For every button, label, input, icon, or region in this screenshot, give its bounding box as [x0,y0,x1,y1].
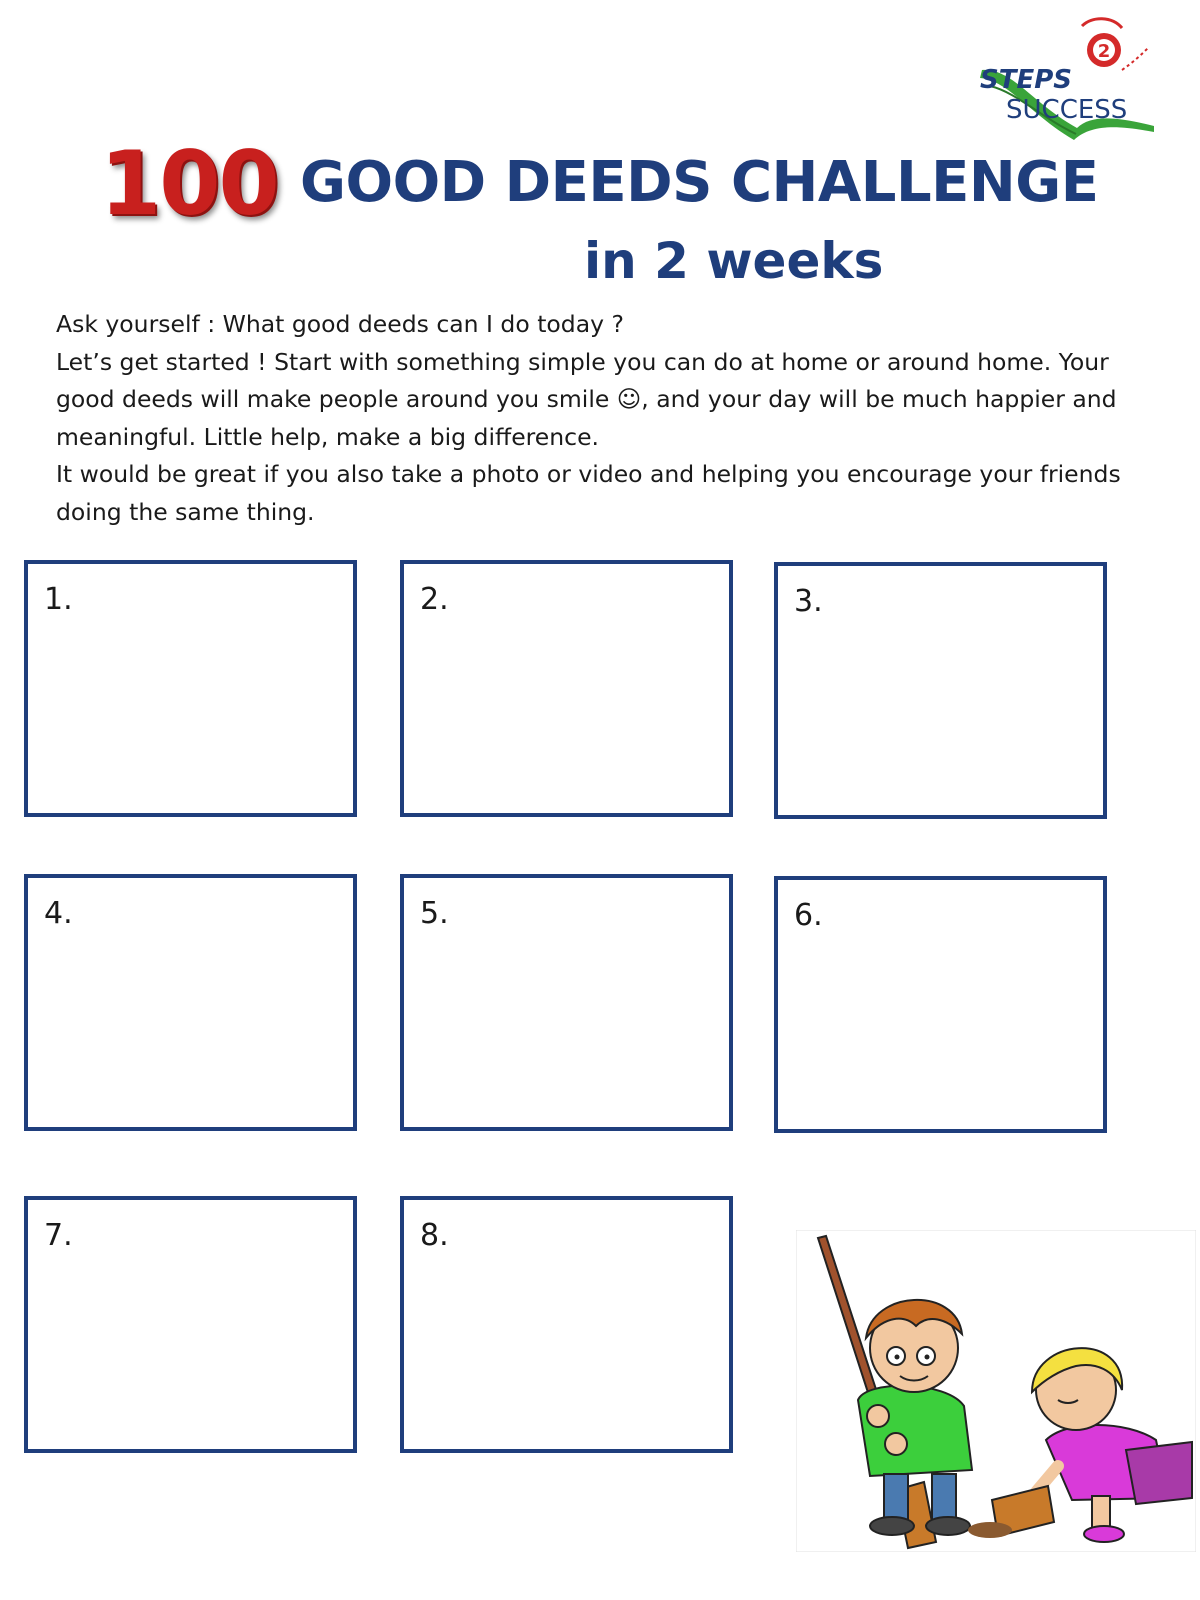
deed-box-number: 5. [420,896,449,931]
intro-encouragement: It would be great if you also take a photo or video and helping you encourage your friends doing the same thing. [56,460,1121,526]
intro-question: Ask yourself : What good deeds can I do today ? [56,310,624,338]
kids-sweeping-illustration [796,1230,1196,1552]
deed-box-number: 8. [420,1218,449,1253]
deed-box-number: 3. [794,584,823,619]
deed-box-number: 2. [420,582,449,617]
deed-box-6[interactable] [774,876,1107,1133]
deed-box-7[interactable] [24,1196,357,1453]
deed-box-number: 6. [794,898,823,933]
intro-text [56,306,1136,531]
deed-box-5[interactable] [400,874,733,1131]
title-number: 100 [100,132,278,235]
deed-box-2[interactable] [400,560,733,817]
page-subtitle: in 2 weeks [584,232,884,290]
deed-box-3[interactable] [774,562,1107,819]
logo-line1: STEPS [980,65,1073,95]
deed-box-4[interactable] [24,874,357,1131]
intro-paragraph: Let’s get started ! Start with something simple you can do at home or around home. Your good deeds will make people around you smile ☺, and your day will be much happier and meaningful. Little help, make a big difference. [56,347,1117,451]
deed-box-1[interactable] [24,560,357,817]
deed-box-number: 7. [44,1218,73,1253]
deed-box-number: 1. [44,582,73,617]
deed-box-8[interactable] [400,1196,733,1453]
logo-badge: 2 [1097,41,1111,62]
deed-box-number: 4. [44,896,73,931]
page-title: GOOD DEEDS CHALLENGE [300,150,1099,215]
logo-line2: SUCCESS [1006,95,1128,125]
steps-to-success-logo [972,8,1162,148]
